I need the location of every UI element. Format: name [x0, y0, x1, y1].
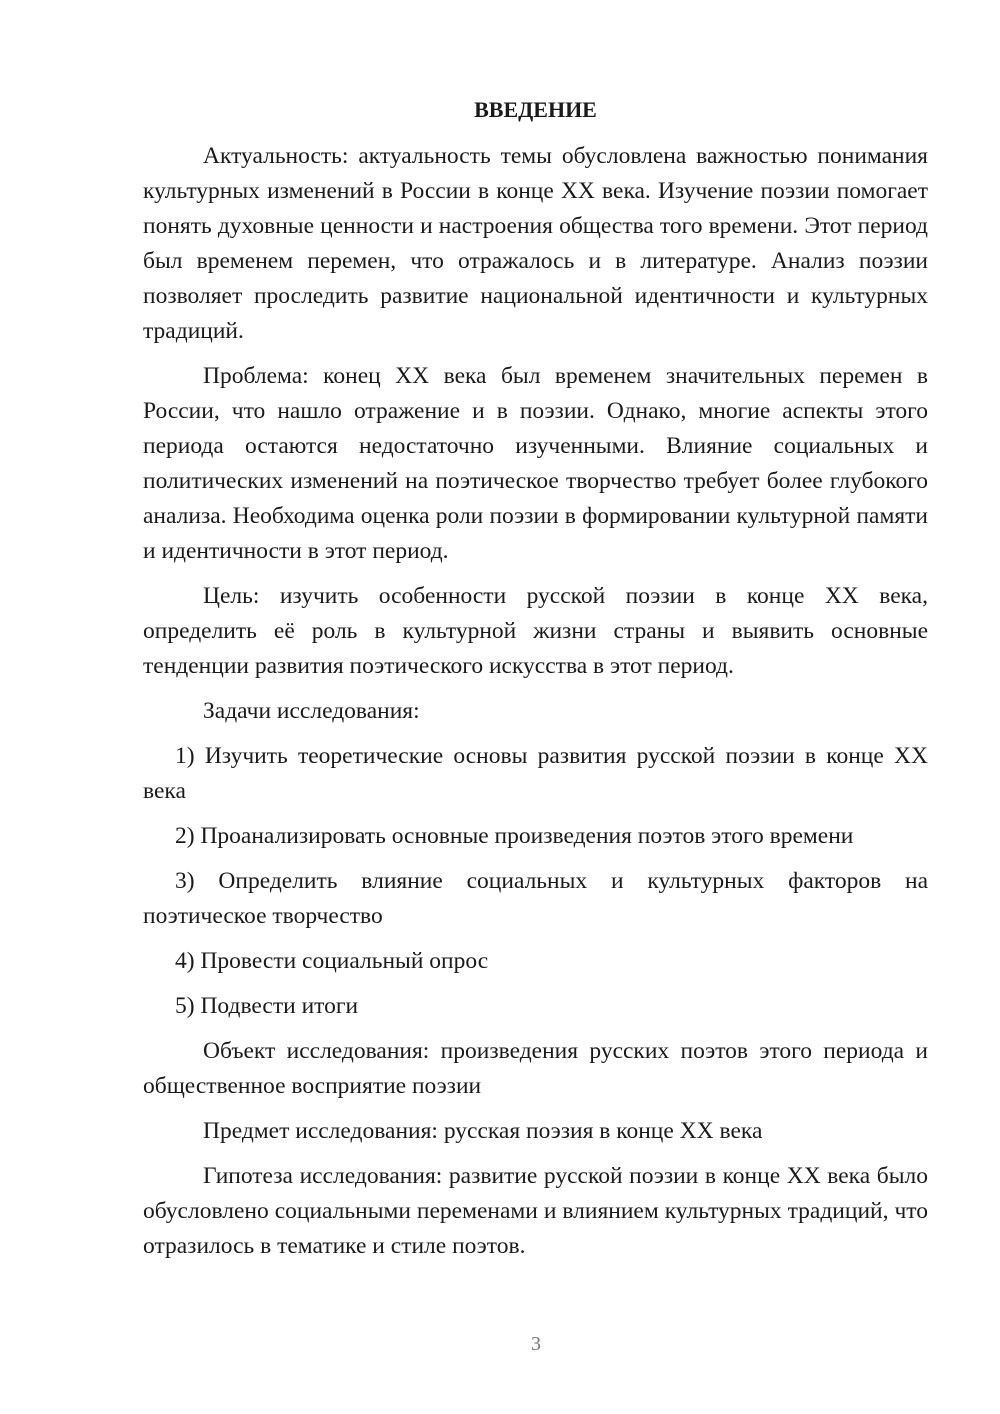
page-number: 3	[531, 1333, 541, 1355]
section-title: ВВЕДЕНИЕ	[474, 97, 597, 122]
problem-paragraph: Проблема: конец XX века был временем значительных перемен в России, что нашло отражение и в поэзии. Однако, многие аспекты этого периода остаются недостаточно изученными. Влияние социальных и политических изменений на поэтическое творчество требует более глубокого анализа. Необходима оценка роли поэзии в формировании культурной памяти и идентичности в этот период.	[143, 363, 928, 564]
object-paragraph: Объект исследования: произведения русских поэтов этого периода и общественное восприятие поэзии	[143, 1038, 928, 1099]
task-item-1: 1) Изучить теоретические основы развития русской поэзии в конце XX века	[143, 743, 928, 804]
goal-paragraph: Цель: изучить особенности русской поэзии в конце XX века, определить её роль в культурной жизни страны и выявить основные тенденции развития поэтического искусства в этот период.	[143, 583, 928, 679]
task-item-5: 5) Подвести итоги	[175, 993, 359, 1019]
task-item-4: 4) Провести социальный опрос	[175, 948, 489, 974]
task-item-3: 3) Определить влияние социальных и культурных факторов на поэтическое творчество	[143, 868, 928, 929]
task-item-2: 2) Проанализировать основные произведения поэтов этого времени	[175, 823, 854, 849]
tasks-heading: Задачи исследования:	[203, 698, 420, 724]
document-page	[143, 95, 928, 1274]
relevance-paragraph: Актуальность: актуальность темы обусловлена важностью понимания культурных изменений в России в конце XX века. Изучение поэзии помогает понять духовные ценности и настроения общества того времени. Этот период был временем перемен, что отражалось и в литературе. Анализ поэзии позволяет проследить развитие национальной идентичности и культурных традиций.	[143, 143, 928, 344]
hypothesis-paragraph: Гипотеза исследования: развитие русской поэзии в конце XX века было обусловлено социальными переменами и влиянием культурных традиций, что отразилось в тематике и стиле поэтов.	[143, 1163, 928, 1259]
subject-paragraph: Предмет исследования: русская поэзия в конце XX века	[203, 1118, 763, 1144]
